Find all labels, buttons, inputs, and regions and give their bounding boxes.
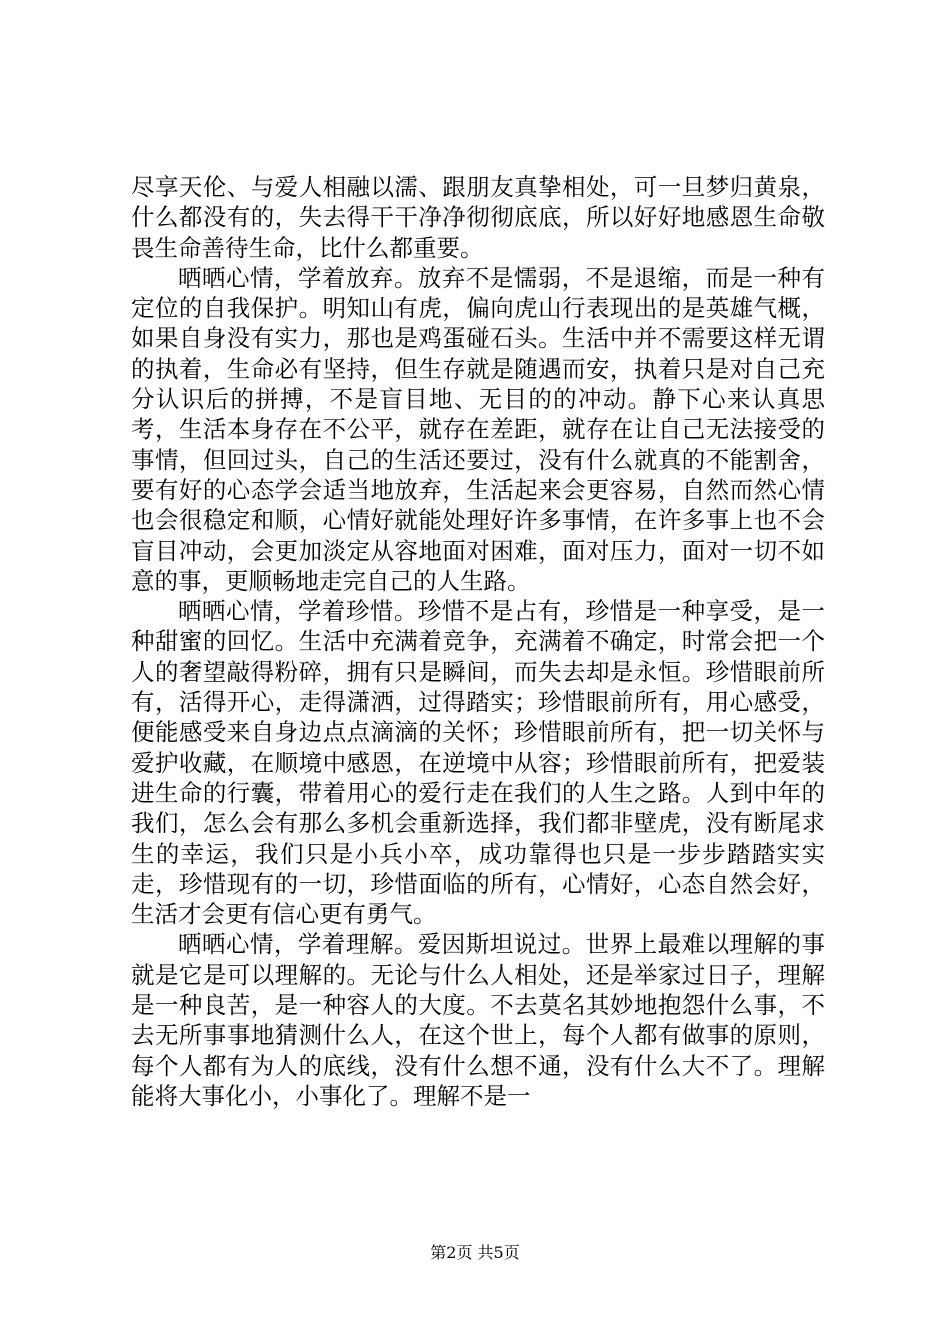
paragraph-3: 晒晒心情，学着珍惜。珍惜不是占有，珍惜是一种享受，是一种甜蜜的回忆。生活中充满着竞争，充满着不确定，时常会把一个人的奢望敲得粉碎，拥有只是瞬间，而失去却是永恒。珍惜眼前所有，活得开心，走得潇洒，过得踏实；珍惜眼前所有，用心感受，便能感受来自身边点点滴滴的关怀；珍惜眼前所有，把一切关怀与爱护收藏，在顺境中感恩，在逆境中从容；珍惜眼前所有，把爱装进生命的行囊，带着用心的爱行走在我们的人生之路。人到中年的我们，怎么会有那么多机会重新选择，我们都非壁虎，没有断尾求生的幸运，我们只是小兵小卒，成功靠得也只是一步步踏踏实实走，珍惜现有的一切，珍惜面临的所有，心情好，心态自然会好，生活才会更有信心更有勇气。 bbox=[131, 597, 825, 929]
document-body bbox=[131, 172, 825, 1111]
paragraph-4: 晒晒心情，学着理解。爱因斯坦说过。世界上最难以理解的事就是它是可以理解的。无论与什么人相处，还是举家过日子，理解是一种良苦，是一种容人的大度。不去莫名其妙地抱怨什么事，不去无所事事地猜测什么人，在这个世上，每个人都有做事的原则，每个人都有为人的底线，没有什么想不通，没有什么大不了。理解能将大事化小，小事化了。理解不是一 bbox=[131, 930, 825, 1110]
paragraph-1: 尽享天伦、与爱人相融以濡、跟朋友真挚相处，可一旦梦归黄泉，什么都没有的，失去得干干净净彻彻底底，所以好好地感恩生命敬畏生命善待生命，比什么都重要。 bbox=[131, 173, 825, 262]
paragraph-2: 晒晒心情，学着放弃。放弃不是懦弱，不是退缩，而是一种有定位的自我保护。明知山有虎，偏向虎山行表现出的是英雄气概，如果自身没有实力，那也是鸡蛋碰石头。生活中并不需要这样无谓的执着，生命必有坚持，但生存就是随遇而安，执着只是对自己充分认识后的拼搏，不是盲目地、无目的的冲动。静下心来认真思考，生活本身存在不公平，就存在差距，就存在让自己无法接受的事情，但回过头，自己的生活还要过，没有什么就真的不能割舍，要有好的心态学会适当地放弃，生活起来会更容易，自然而然心情也会很稳定和顺，心情好就能处理好许多事情，在许多事上也不会盲目冲动，会更加淡定从容地面对困难，面对压力，面对一切不如意的事，更顺畅地走完自己的人生路。 bbox=[131, 263, 825, 595]
page-footer: 第2页 共5页 bbox=[430, 1243, 520, 1262]
